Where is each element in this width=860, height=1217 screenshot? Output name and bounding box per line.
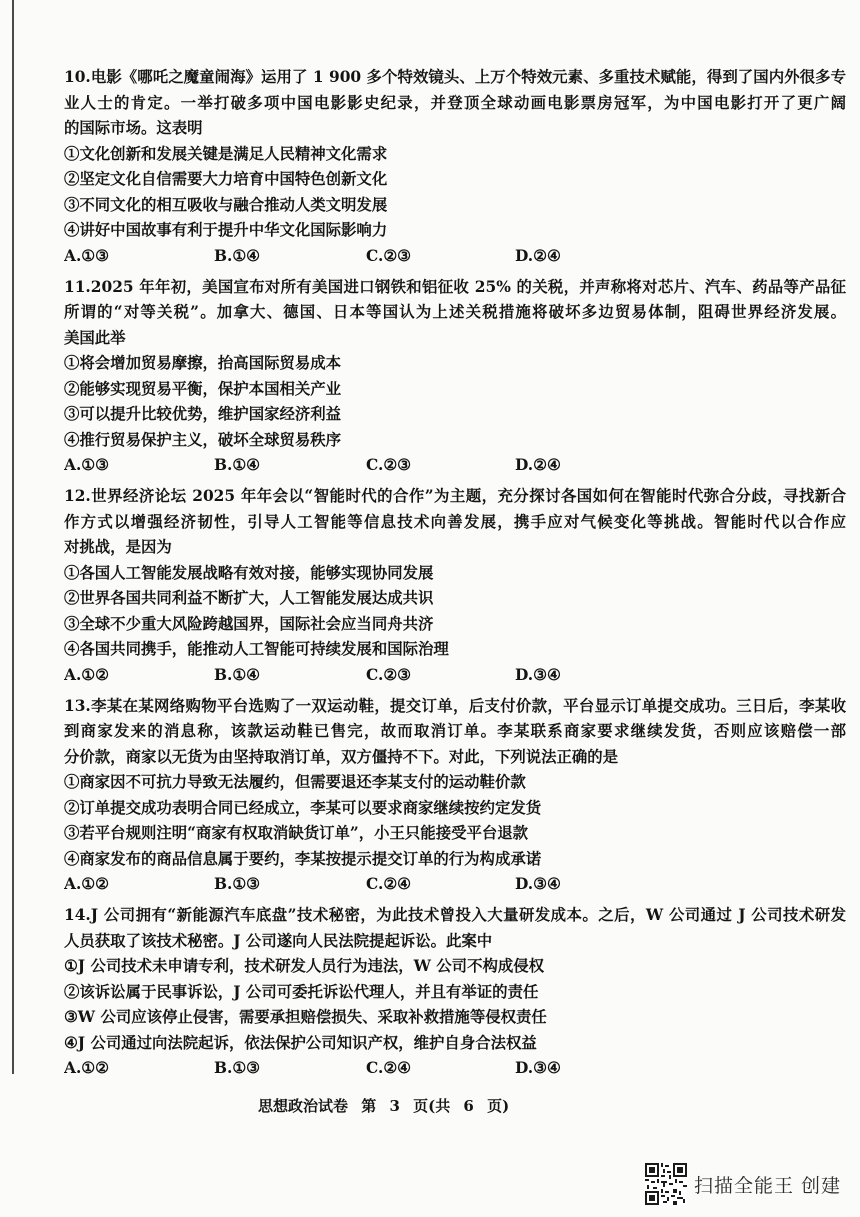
question-stem-text: 李某在某网络购物平台选购了一双运动鞋，提交订单，后支付价款，平台显示订单提交成功。三日后，李某收 bbox=[90, 696, 846, 715]
question-stem-line: 到商家发来的消息称，该款运动鞋已售完，故而取消订单。李某联系商家要求继续发货，否则应该赔偿一部 bbox=[64, 722, 846, 740]
answer-choices bbox=[64, 663, 846, 689]
question-stem-line: 的国际市场。这表明 bbox=[64, 119, 203, 137]
question-stem-line: 对挑战，是因为 bbox=[64, 538, 172, 556]
question-10 bbox=[64, 65, 846, 269]
question-number: 11. bbox=[64, 277, 91, 296]
question-list bbox=[64, 65, 846, 1087]
option-statement: ①文化创新和发展关键是满足人民精神文化需求 bbox=[64, 144, 388, 163]
question-stem-line: 作方式以增强经济韧性，引导人工智能等信息技术向善发展，携手应对气候变化等挑战。智能时代以合作应 bbox=[64, 512, 846, 531]
watermark-text: 扫描全能王 创建 bbox=[694, 1174, 842, 1197]
option-statement: ③全球不少重大风险跨越国界，国际社会应当同舟共济 bbox=[64, 614, 434, 633]
question-12 bbox=[64, 484, 846, 688]
option-statement: ④J 公司通过向法院起诉，依法保护公司知识产权，维护自身合法权益 bbox=[64, 1033, 537, 1052]
option-statement: ①J 公司技术未申请专利，技术研发人员行为违法，W 公司不构成侵权 bbox=[64, 957, 545, 975]
choice-c: C.②③ bbox=[366, 246, 411, 265]
question-stem-line bbox=[64, 694, 846, 720]
answer-choices bbox=[64, 872, 846, 898]
qr-code-icon bbox=[645, 1163, 687, 1205]
option-statement: ④推行贸易保护主义，破坏全球贸易秩序 bbox=[64, 430, 342, 449]
choice-c: C.②③ bbox=[366, 665, 411, 684]
option-statement: ③若平台规则注明“商家有权取消缺货订单”，小王只能接受平台退款 bbox=[64, 824, 529, 842]
question-11 bbox=[64, 275, 846, 479]
choice-d: D.②④ bbox=[515, 246, 561, 265]
left-margin-rule bbox=[12, 0, 14, 1074]
question-stem-line: 美国此举 bbox=[64, 328, 126, 347]
question-number: 13. bbox=[64, 696, 91, 715]
option-statement: ②世界各国共同利益不断扩大，人工智能发展达成共识 bbox=[64, 589, 434, 607]
choice-b: B.①④ bbox=[214, 456, 260, 474]
choice-a: A.①② bbox=[64, 665, 109, 684]
question-stem-line: 分价款，商家以无货为由坚持取消订单，双方僵持不下。对此，下列说法正确的是 bbox=[64, 747, 619, 766]
question-stem-text: 世界经济论坛 2025 年年会以“智能时代的合作”为主题，充分探讨各国如何在智能时代弥合分歧，寻找新合 bbox=[90, 487, 846, 505]
option-statement: ②坚定文化自信需要大力培育中国特色创新文化 bbox=[64, 170, 388, 188]
question-stem-text: J 公司拥有“新能源汽车底盘”技术秘密，为此技术曾投入大量研发成本。之后，W 公司通过 J 公司技术研发 bbox=[90, 906, 846, 924]
scanner-watermark bbox=[645, 1163, 841, 1205]
answer-choices bbox=[64, 453, 846, 479]
question-stem-line: 业人士的肯定。一举打破多项中国电影影史纪录，并登顶全球动画电影票房冠军，为中国电影打开了更广阔 bbox=[64, 93, 846, 112]
option-statement: ②能够实现贸易平衡，保护本国相关产业 bbox=[64, 379, 342, 398]
choice-a: A.①③ bbox=[64, 456, 109, 474]
question-stem-line bbox=[64, 275, 846, 301]
choice-b: B.①④ bbox=[214, 246, 260, 265]
choice-c: C.②④ bbox=[366, 1059, 411, 1077]
question-number: 14. bbox=[64, 906, 91, 924]
choice-d: D.③④ bbox=[515, 875, 561, 893]
question-13 bbox=[64, 694, 846, 898]
option-statement: ①商家因不可抗力导致无法履约，但需要退还李某支付的运动鞋价款 bbox=[64, 773, 526, 791]
choice-c: C.②④ bbox=[366, 875, 411, 893]
choice-a: A.①② bbox=[64, 1059, 109, 1077]
question-number: 10. bbox=[64, 68, 91, 86]
choice-b: B.①④ bbox=[214, 665, 260, 684]
choice-d: D.②④ bbox=[515, 456, 561, 474]
option-statement: ②订单提交成功表明合同已经成立，李某可以要求商家继续按约定发货 bbox=[64, 798, 542, 817]
page-footer: 思想政治试卷 第 3 页(共 6 页) bbox=[258, 1097, 510, 1115]
choice-c: C.②③ bbox=[366, 456, 411, 474]
answer-choices bbox=[64, 1056, 846, 1082]
option-statement: ③不同文化的相互吸收与融合推动人类文明发展 bbox=[64, 195, 388, 214]
choice-a: A.①② bbox=[64, 875, 109, 893]
question-stem-line bbox=[64, 903, 846, 929]
question-stem-text: 2025 年年初，美国宣布对所有美国进口钢铁和铝征收 25% 的关税，并声称将对芯片、汽车、药品等产品征 bbox=[90, 277, 846, 296]
option-statement: ①将会增加贸易摩擦，抬高国际贸易成本 bbox=[64, 354, 342, 372]
question-stem-line: 所谓的“对等关税”。加拿大、德国、日本等国认为上述关税措施将破坏多边贸易体制，阻碍世界经济发展。 bbox=[64, 303, 846, 321]
choice-b: B.①③ bbox=[214, 1059, 260, 1077]
option-statement: ④商家发布的商品信息属于要约，李某按提示提交订单的行为构成承诺 bbox=[64, 849, 542, 868]
option-statement: ④各国共同携手，能推动人工智能可持续发展和国际治理 bbox=[64, 640, 449, 658]
question-stem-line bbox=[64, 65, 846, 91]
option-statement: ③可以提升比较优势，维护国家经济利益 bbox=[64, 405, 342, 423]
option-statement: ①各国人工智能发展战略有效对接，能够实现协同发展 bbox=[64, 563, 434, 582]
choice-d: D.③④ bbox=[515, 1059, 561, 1077]
question-stem-line bbox=[64, 484, 846, 510]
question-stem-text: 电影《哪吒之魔童闹海》运用了 1 900 多个特效镜头、上万个特效元素、多重技术赋能，得到了国内外很多专 bbox=[90, 68, 846, 86]
question-14 bbox=[64, 903, 846, 1082]
answer-choices bbox=[64, 244, 846, 270]
option-statement: ③W 公司应该停止侵害，需要承担赔偿损失、采取补救措施等侵权责任 bbox=[64, 1008, 547, 1026]
choice-a: A.①③ bbox=[64, 246, 109, 265]
choice-d: D.③④ bbox=[515, 665, 561, 684]
option-statement: ②该诉讼属于民事诉讼，J 公司可委托诉讼代理人，并且有举证的责任 bbox=[64, 982, 539, 1001]
option-statement: ④讲好中国故事有利于提升中华文化国际影响力 bbox=[64, 221, 388, 239]
question-number: 12. bbox=[64, 487, 91, 505]
question-stem-line: 人员获取了该技术秘密。J 公司遂向人民法院提起诉讼。此案中 bbox=[64, 931, 493, 950]
choice-b: B.①③ bbox=[214, 875, 260, 893]
